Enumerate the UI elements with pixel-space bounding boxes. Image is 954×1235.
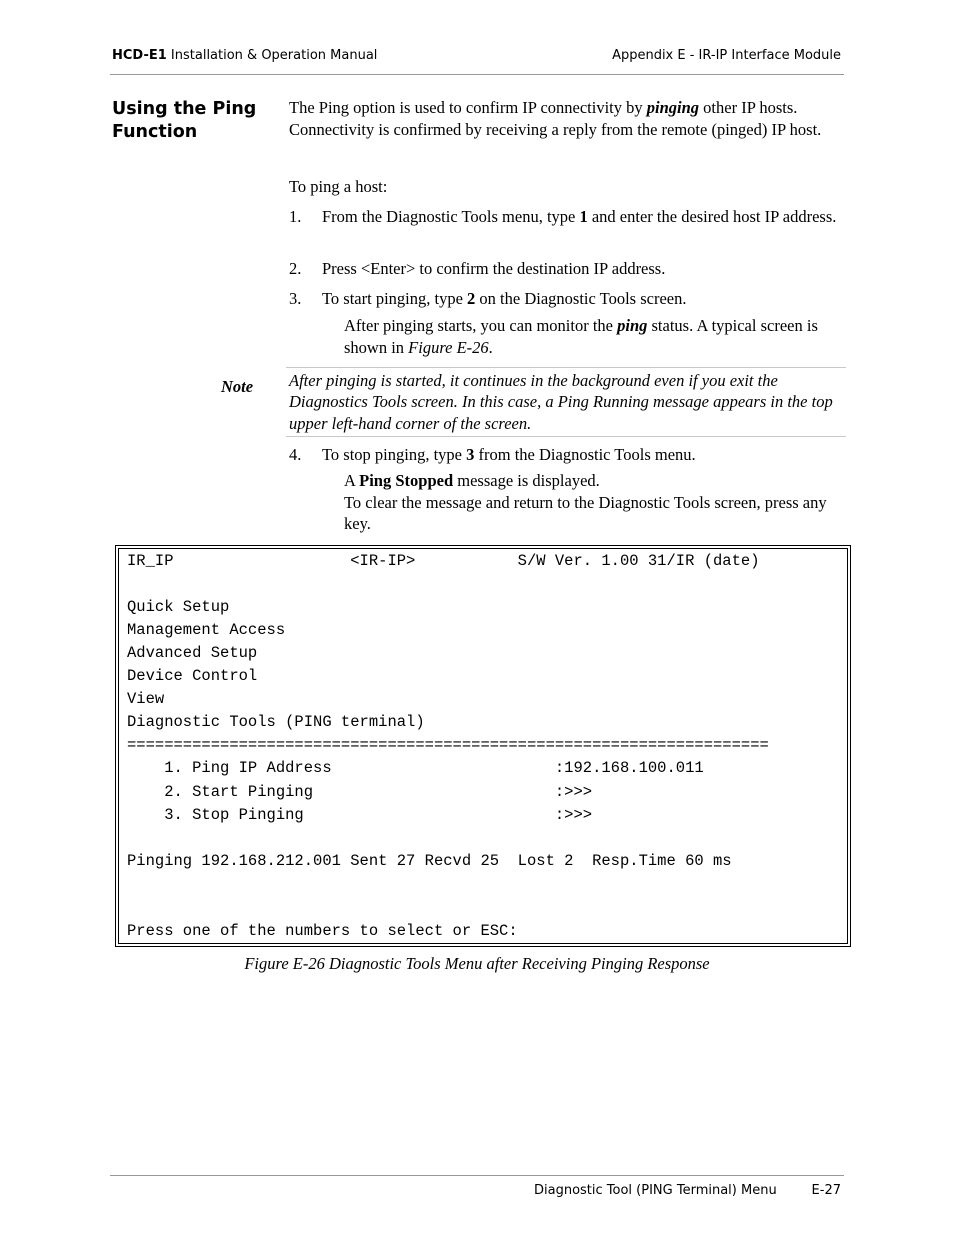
step-number: 1. [289,207,302,226]
manual-title: Installation & Operation Manual [170,48,378,63]
intro-paragraph [289,97,844,140]
step-item [289,206,844,228]
step-number: 4. [289,445,302,464]
step-item [289,444,844,466]
step3-detail: After pinging starts, you can monitor the ping status. A typical screen is shown in Figure E-26. [344,316,818,357]
step-item [289,288,844,310]
step4-detail [344,470,844,535]
step-number: 2. [289,259,302,278]
note-text: After pinging is started, it continues in the background even if you exit the Diagnostics Tools screen. In this case, a Ping Running message appears in the top upper left-hand corner of the screen. [289,371,833,433]
menu-item-diagnostic-tools[interactable]: Diagnostic Tools (PING terminal) [127,713,425,731]
running-header-left [112,48,377,63]
menu-item-advanced-setup[interactable]: Advanced Setup [127,644,258,662]
menu-item-quick-setup[interactable]: Quick Setup [127,598,230,616]
footer-title: Diagnostic Tool (PING Terminal) Menu [534,1183,777,1198]
terminal-separator: ===================================================================== [127,736,769,754]
menu-item-device-control[interactable]: Device Control [127,667,258,685]
intro-emphasis: pinging [646,98,700,117]
terminal-title-line: IR_IP <IR-IP> S/W Ver. 1.00 31/IR (date) [127,552,760,570]
figure-caption: Figure E-26 Diagnostic Tools Menu after Receiving Pinging Response [244,954,710,973]
intro-text: The Ping option is used to confirm IP connectivity by [289,98,647,117]
step-text: From the Diagnostic Tools menu, type 1 and enter the desired host IP address. [322,207,837,226]
step-item [289,258,844,280]
step-text: To start pinging, type 2 on the Diagnostic Tools screen. [322,289,687,308]
step-number: 3. [289,289,302,308]
ping-status-line: Pinging 192.168.212.001 Sent 27 Recvd 25 Lost 2 Resp.Time 60 ms [127,852,732,870]
manual-code: HCD-E1 [112,48,167,63]
option-start-pinging[interactable]: 2. Start Pinging :>>> [127,783,593,801]
intro-text-end: other IP hosts. Connectivity is confirmed by receiving a reply from the remote (pinged) IP host. [289,98,822,139]
section-heading: Using the Ping Function [112,99,257,142]
step-text: To stop pinging, type 3 from the Diagnostic Tools menu. [322,445,696,464]
figure-reference: Figure E-26 [408,337,489,357]
step4-detail-line1: A Ping Stopped message is displayed. [344,471,600,490]
note-label: Note [221,377,254,396]
option-ping-ip-address[interactable]: 1. Ping IP Address :192.168.100.011 [127,759,704,777]
step-text: Press <Enter> to confirm the destination IP address. [322,259,666,278]
running-header-right: Appendix E - IR-IP Interface Module [612,48,841,63]
footer-divider [110,1175,844,1176]
header-divider [110,74,844,75]
menu-item-management-access[interactable]: Management Access [127,621,286,639]
terminal-prompt[interactable]: Press one of the numbers to select or ESC: [127,922,518,940]
menu-item-view[interactable]: View [127,690,165,708]
terminal-screen [115,545,851,947]
lead-in: To ping a host: [289,177,388,196]
step4-detail-line2: To clear the message and return to the Diagnostic Tools screen, press any key. [344,492,827,533]
page-number: E-27 [811,1183,841,1198]
option-stop-pinging[interactable]: 3. Stop Pinging :>>> [127,806,593,824]
